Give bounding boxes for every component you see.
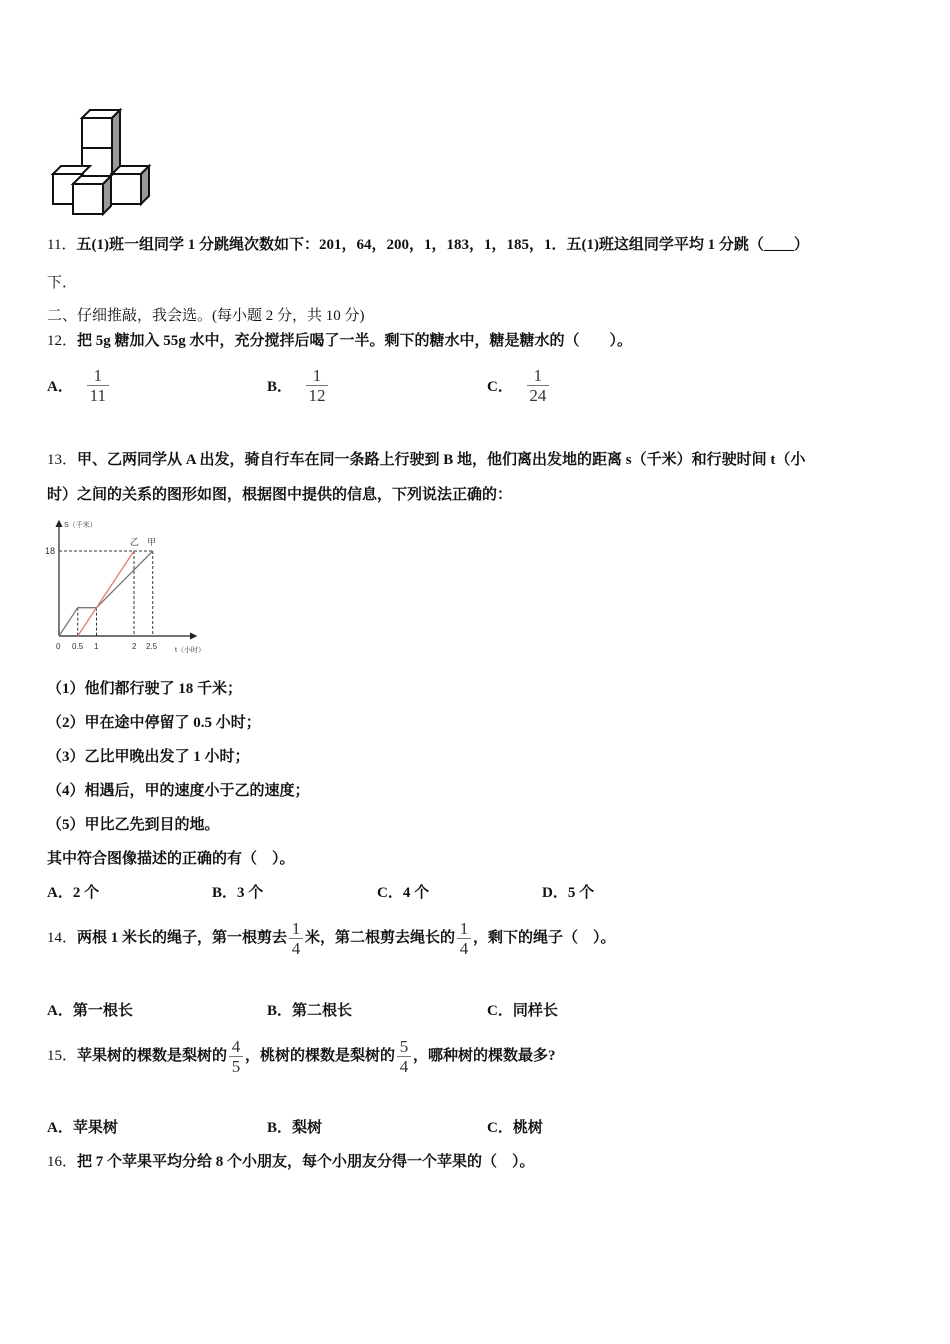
denominator: 5 — [231, 1057, 241, 1077]
question-number: 16． — [47, 1154, 78, 1170]
x-tick-0.5: 0.5 — [72, 642, 84, 651]
numerator: 1 — [459, 919, 469, 939]
numerator: 1 — [533, 366, 543, 385]
statement-2: （2）甲在途中停留了 0.5 小时； — [47, 715, 261, 731]
option-b[interactable]: B．3 个 — [212, 885, 264, 901]
series-label-jia: 甲 — [147, 537, 157, 547]
x-axis-label: t（小时） — [175, 647, 205, 654]
statement-5: （5）甲比乙先到目的地。 — [47, 817, 220, 833]
fraction — [527, 366, 549, 405]
question-text: 甲、乙两同学从 A 出发，骑自行车在同一条路上行驶到 B 地，他们离出发地的距离 s（千米）和行驶时间 t（小 — [77, 452, 806, 468]
question-text: ，哪种树的棵数最多? — [413, 1048, 556, 1064]
option-b[interactable]: B．梨树 — [267, 1120, 323, 1136]
denominator: 4 — [399, 1057, 409, 1077]
denominator: 4 — [459, 939, 469, 959]
question-13 — [47, 450, 805, 470]
option-c[interactable] — [487, 366, 551, 405]
denominator: 24 — [529, 386, 547, 405]
statement-1: （1）他们都行驶了 18 千米； — [47, 681, 243, 697]
question-text: ，剩下的绳子（ ）。 — [473, 930, 616, 946]
series-line-yi — [78, 551, 134, 636]
numerator: 1 — [312, 366, 322, 385]
question-text: 苹果树的棵数是梨树的 — [77, 1048, 228, 1064]
distance-time-graph — [40, 515, 240, 660]
option-a[interactable] — [47, 366, 111, 405]
option-b[interactable]: B．第二根长 — [267, 1003, 353, 1019]
question-11 — [47, 235, 809, 255]
numerator: 5 — [399, 1037, 409, 1057]
question-number: 13． — [47, 452, 78, 468]
option-c[interactable]: C．4 个 — [377, 885, 430, 901]
question-text: 两根 1 米长的绳子，第一根剪去 — [77, 930, 288, 946]
numerator: 4 — [231, 1037, 241, 1057]
option-b[interactable] — [267, 366, 330, 405]
question-number: 15． — [47, 1048, 78, 1064]
question-text: 五(1)班一组同学 1 分跳绳次数如下：201，64，200，1，183，1，185，1．五(1)班这组同学平均 1 分跳（____） — [76, 237, 809, 253]
question-text: 米，第二根剪去绳长的 — [305, 930, 456, 946]
question-14 — [47, 918, 616, 958]
statement-4: （4）相遇后，甲的速度小于乙的速度； — [47, 783, 310, 799]
option-c[interactable]: C．同样长 — [487, 1003, 558, 1019]
question-13-prompt: 其中符合图像描述的正确的有（ ）。 — [47, 851, 295, 867]
option-a[interactable]: A．苹果树 — [47, 1120, 118, 1136]
numerator: 1 — [291, 919, 301, 939]
question-text: 把 7 个苹果平均分给 8 个小朋友，每个小朋友分得一个苹果的（ ）。 — [77, 1154, 535, 1170]
y-axis-label: S（千米） — [64, 522, 97, 529]
option-d[interactable]: D．5 个 — [542, 885, 595, 901]
option-c[interactable]: C．桃树 — [487, 1120, 543, 1136]
cubes-figure — [50, 108, 154, 216]
y-tick-18: 18 — [45, 546, 56, 556]
x-tick-2: 2 — [132, 642, 137, 651]
section-heading: 二、仔细推敲，我会选。(每小题 2 分，共 10 分) — [47, 308, 365, 324]
fraction — [289, 919, 303, 958]
question-12 — [47, 331, 632, 351]
numerator: 1 — [93, 366, 103, 385]
denominator: 12 — [308, 386, 326, 405]
x-tick-0: 0 — [56, 642, 61, 651]
fraction — [229, 1037, 243, 1076]
question-number: 11． — [47, 237, 77, 253]
fraction — [397, 1037, 411, 1076]
option-label: B． — [267, 379, 293, 395]
question-text: ，桃树的棵数是梨树的 — [245, 1048, 396, 1064]
question-text: 把 5g 糖加入 55g 水中，充分搅拌后喝了一半。剩下的糖水中，糖是糖水的（ ）。 — [77, 333, 633, 349]
question-13-cont: 时）之间的关系的图形如图，根据图中提供的信息，下列说法正确的： — [47, 487, 513, 503]
x-tick-1: 1 — [94, 642, 99, 651]
denominator: 11 — [89, 386, 107, 405]
fraction — [457, 919, 471, 958]
fraction — [87, 366, 109, 405]
x-tick-2.5: 2.5 — [146, 642, 158, 651]
denominator: 4 — [291, 939, 301, 959]
option-label: A． — [47, 379, 73, 395]
statement-3: （3）乙比甲晚出发了 1 小时； — [47, 749, 250, 765]
question-number: 12． — [47, 333, 78, 349]
series-label-yi: 乙 — [130, 537, 140, 547]
option-label: C． — [487, 379, 513, 395]
question-11-cont: 下． — [47, 275, 78, 291]
fraction — [306, 366, 328, 405]
option-a[interactable]: A．2 个 — [47, 885, 100, 901]
question-number: 14． — [47, 930, 78, 946]
option-a[interactable]: A．第一根长 — [47, 1003, 133, 1019]
question-15 — [47, 1036, 556, 1076]
question-16 — [47, 1152, 535, 1172]
